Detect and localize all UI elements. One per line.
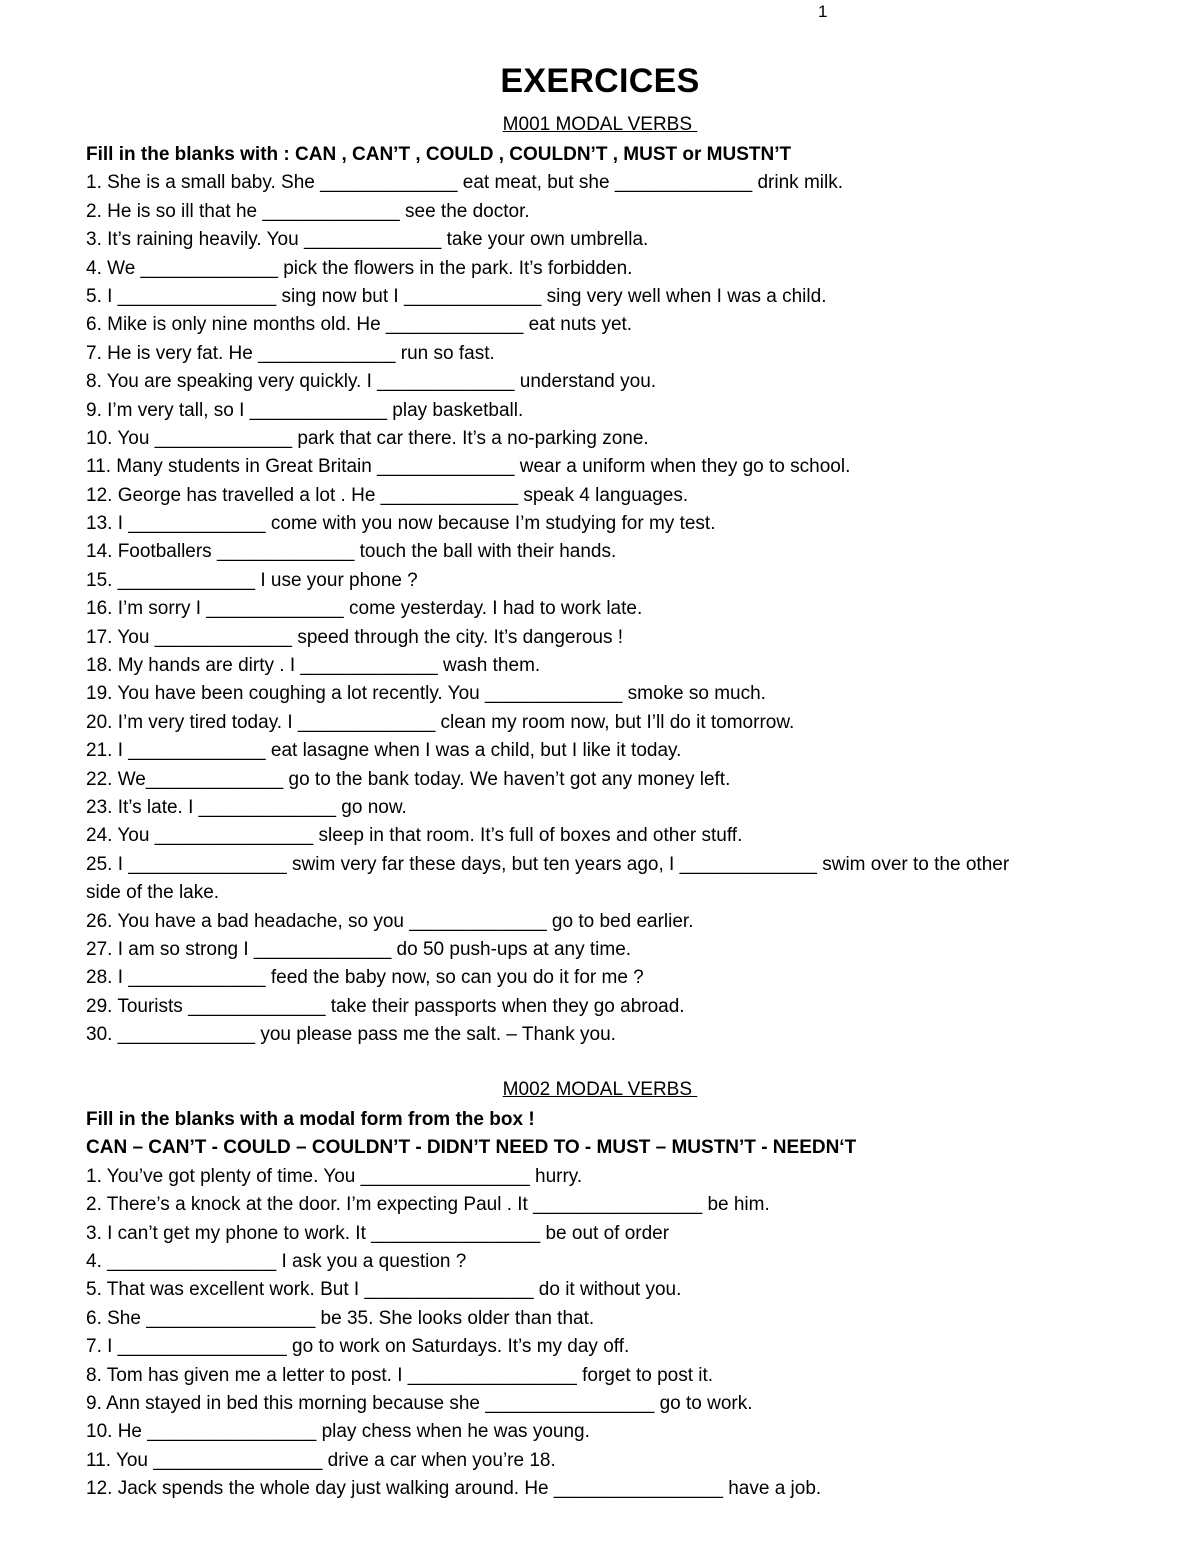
exercise-item: 1. She is a small baby. She _____________ eat meat, but she _____________ drink milk.	[86, 172, 844, 194]
exercise-item: 11. You ________________ drive a car when you’re 18.	[86, 1449, 556, 1471]
section1-heading: M001 MODAL VERBS	[502, 114, 698, 135]
exercise-item: 24. You _______________ sleep in that room. It’s full of boxes and other stuff.	[86, 825, 743, 847]
exercise-item: 7. I ________________ go to work on Saturdays. It’s my day off.	[86, 1336, 630, 1358]
exercise-item: 22. We_____________ go to the bank today. We haven’t got any money left.	[86, 768, 731, 790]
section1-item-list	[86, 169, 1186, 1049]
exercise-item: 12. George has travelled a lot . He _____________ speak 4 languages.	[86, 484, 689, 506]
exercise-item: 27. I am so strong I _____________ do 50 push-ups at any time.	[86, 938, 632, 960]
exercise-item: 26. You have a bad headache, so you _____________ go to bed earlier.	[86, 910, 694, 932]
exercise-item: 30. _____________ you please pass me the salt. – Thank you.	[86, 1024, 616, 1046]
exercise-item: 6. Mike is only nine months old. He _____________ eat nuts yet.	[86, 314, 633, 336]
exercise-item: 29. Tourists _____________ take their passports when they go abroad.	[86, 995, 685, 1017]
exercise-item: 13. I _____________ come with you now because I’m studying for my test.	[86, 513, 716, 535]
section2-instruction: Fill in the blanks with a modal form from the box !	[86, 1109, 535, 1130]
exercise-item: 21. I _____________ eat lasagne when I was a child, but I like it today.	[86, 740, 682, 762]
exercise-item: 20. I’m very tired today. I _____________ clean my room now, but I’ll do it tomorrow.	[86, 711, 795, 733]
exercise-item: 10. He ________________ play chess when he was young.	[86, 1421, 590, 1443]
exercise-item: 4. ________________ I ask you a question ?	[86, 1250, 467, 1272]
exercise-item: 17. You _____________ speed through the city. It’s dangerous !	[86, 626, 624, 648]
section1-instruction: Fill in the blanks with : CAN , CAN’T , COULD , COULDN’T , MUST or MUSTN’T	[86, 144, 792, 165]
exercise-item: 7. He is very fat. He _____________ run so fast.	[86, 342, 495, 364]
exercise-item: 11. Many students in Great Britain _____________ wear a uniform when they go to school.	[86, 456, 851, 478]
exercise-item: 19. You have been coughing a lot recently. You _____________ smoke so much.	[86, 683, 766, 705]
exercise-item: 23. It’s late. I _____________ go now.	[86, 796, 407, 818]
page-title: EXERCICES	[500, 62, 700, 100]
exercise-item: 6. She ________________ be 35. She looks older than that.	[86, 1307, 595, 1329]
exercise-item: 15. _____________ I use your phone ?	[86, 569, 418, 591]
exercise-item: 8. You are speaking very quickly. I _____________ understand you.	[86, 371, 657, 393]
exercise-item: 28. I _____________ feed the baby now, so can you do it for me ?	[86, 967, 644, 989]
section2-item-list	[86, 1163, 1186, 1504]
exercise-item: 3. I can’t get my phone to work. It ________________ be out of order	[86, 1222, 670, 1244]
exercise-item: 8. Tom has given me a letter to post. I ________________ forget to post it.	[86, 1364, 714, 1386]
exercise-item: 4. We _____________ pick the flowers in the park. It’s forbidden.	[86, 257, 633, 279]
exercise-item: 14. Footballers _____________ touch the ball with their hands.	[86, 541, 617, 563]
exercise-item: 12. Jack spends the whole day just walking around. He ________________ have a job.	[86, 1478, 822, 1500]
section1-exercise	[86, 141, 1186, 1050]
exercise-item: 3. It’s raining heavily. You _____________ take your own umbrella.	[86, 229, 649, 251]
page-number: 1	[818, 2, 828, 21]
exercise-item: 5. I _______________ sing now but I _____________ sing very well when I was a child.	[86, 285, 827, 307]
exercise-item: 2. He is so ill that he _____________ see the doctor.	[86, 200, 530, 222]
exercise-item: 5. That was excellent work. But I ________________ do it without you.	[86, 1279, 682, 1301]
exercise-item: 9. Ann stayed in bed this morning because she ________________ go to work.	[86, 1392, 753, 1414]
exercise-item: 25. I _______________ swim very far these days, but ten years ago, I _____________ swim over to the other side of the lake.	[86, 853, 1015, 904]
section2-exercise	[86, 1106, 1186, 1503]
modal-word-box: CAN – CAN’T - COULD – COULDN’T - DIDN’T NEED TO - MUST – MUSTN’T - NEEDN‘T	[86, 1137, 857, 1159]
exercise-item: 9. I’m very tall, so I _____________ play basketball.	[86, 399, 524, 421]
exercise-item: 18. My hands are dirty . I _____________ wash them.	[86, 655, 541, 677]
exercise-item: 16. I’m sorry I _____________ come yesterday. I had to work late.	[86, 598, 643, 620]
section2-heading: M002 MODAL VERBS	[502, 1079, 698, 1100]
exercise-item: 10. You _____________ park that car there. It’s a no-parking zone.	[86, 427, 649, 449]
exercise-item: 2. There’s a knock at the door. I’m expecting Paul . It ________________ be him.	[86, 1194, 770, 1216]
exercise-item: 1. You’ve got plenty of time. You ________________ hurry.	[86, 1165, 583, 1187]
